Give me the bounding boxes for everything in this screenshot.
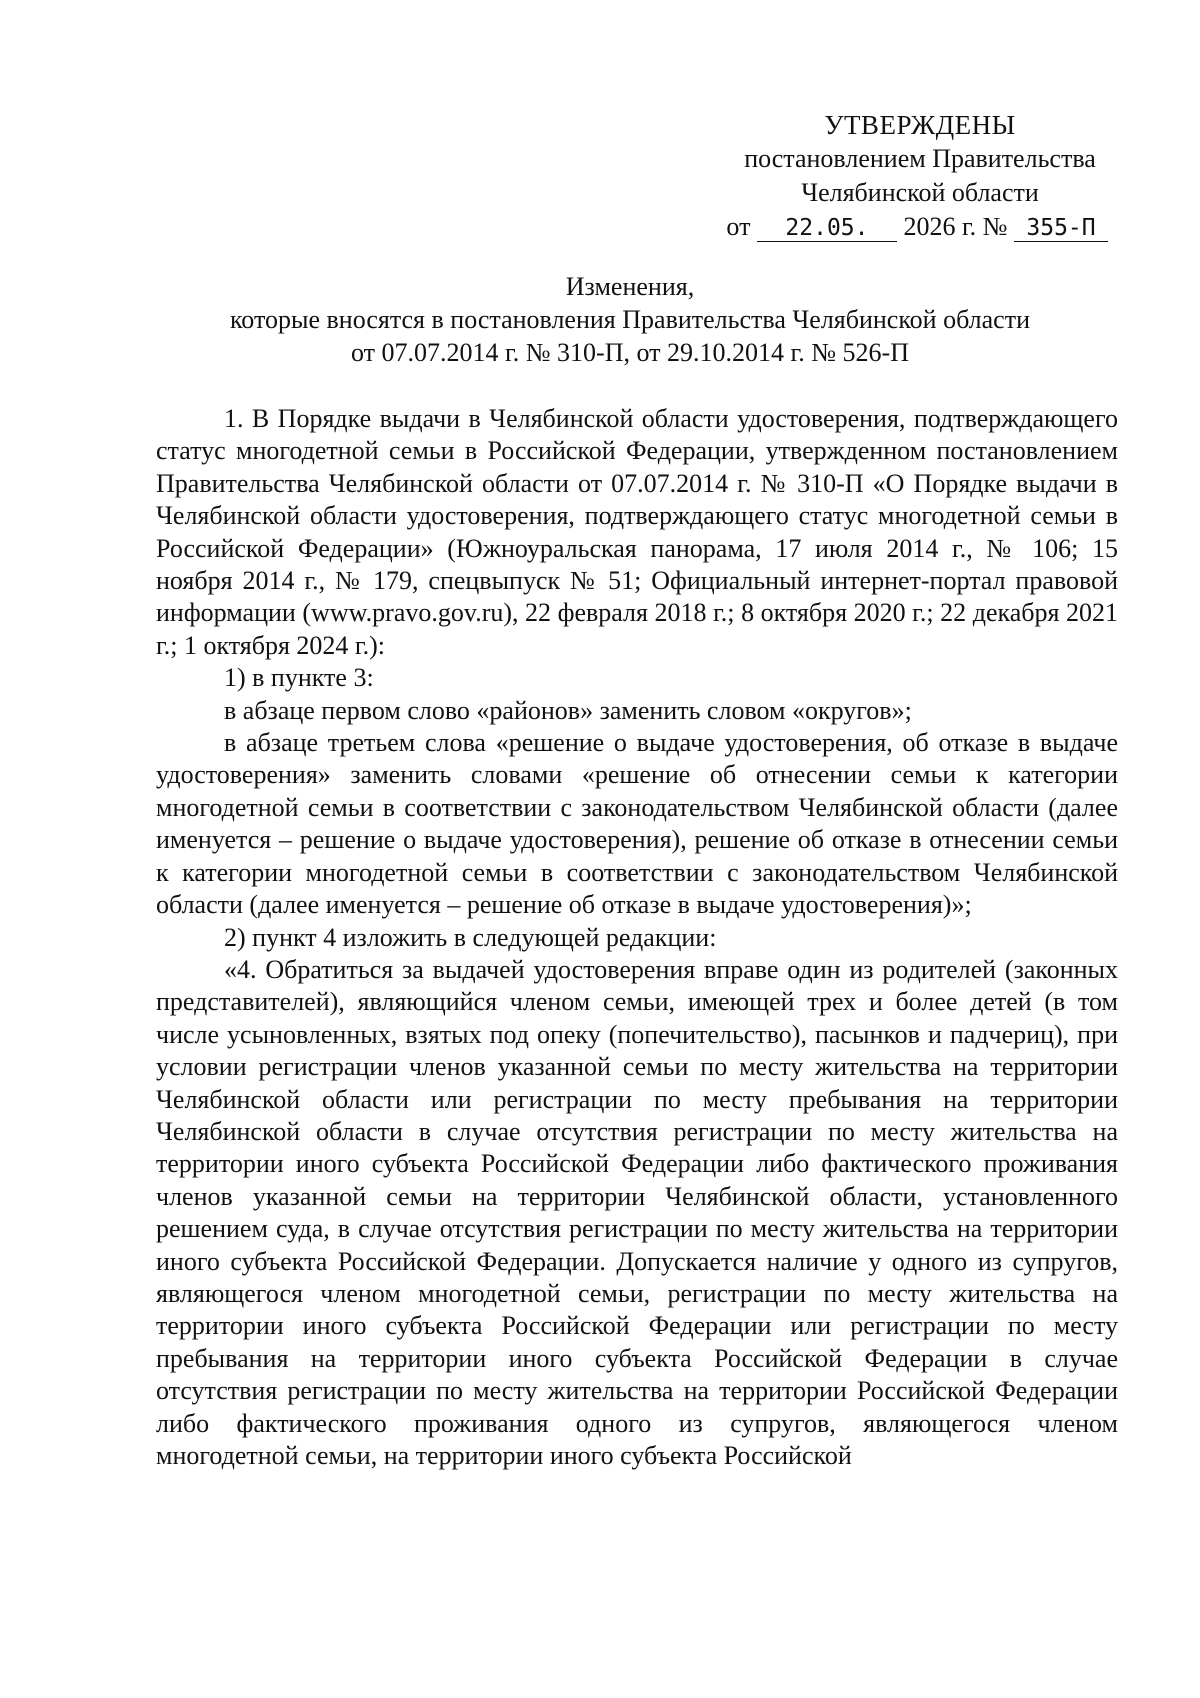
heading-line-2: от 07.07.2014 г. № 310-П, от 29.10.2014 г. № 526-П (351, 338, 909, 367)
paragraph: 2) пункт 4 изложить в следующей редакции: (224, 922, 717, 952)
approval-date-line (720, 210, 1120, 244)
document-heading (150, 270, 1110, 369)
approval-block (720, 108, 1120, 244)
paragraph: в абзаце первом слово «районов» заменить словом «округов»; (224, 695, 912, 725)
paragraph: «4. Обратиться за выдачей удостоверения вправе один из родителей (законных представителей), являющийся членом семьи, имеющей трех и более детей (в том числе усыновленных, взятых под опеку (попечительство), пасынков и падчериц), при условии регистрации членов указанной семьи по месту жительства на территории Челябинской области или регистрации по месту пребывания на территории Челябинской области в случае отсутствия регистрации по месту жительства на территории иного субъекта Российской Федерации либо фактического проживания членов указанной семьи на территории Челябинской области, установленного решением суда, в случае отсутствия регистрации по месту жительства на территории иного субъекта Российской Федерации. Допускается наличие у одного из супругов, являющегося членом многодетной семьи, регистрации по месту жительства на территории иного субъекта Российской Федерации или регистрации по месту пребывания на территории иного субъекта Российской Федерации в случае отсутствия регистрации по месту жительства на территории Российской Федерации либо фактического проживания одного из супругов, являющегося членом многодетной семьи, на территории иного субъекта Российской (156, 954, 1118, 1470)
paragraph: 1) в пункте 3: (224, 663, 374, 693)
paragraph: в абзаце третьем слова «решение о выдаче удостоверения, об отказе в выдаче удостоверения» заменить словами «решение об отнесении семьи к категории многодетной семьи в соответствии с законодательством Челябинской области (далее именуется – решение о выдаче удостоверения), решение об отказе в отнесении семьи к категории многодетной семьи в соответствии с законодательством Челябинской области (далее именуется – решение об отказе в выдаче удостоверения)»; (156, 728, 1118, 920)
document-body (156, 403, 1118, 1472)
approval-date: 22.05. (757, 215, 897, 242)
paragraph: 1. В Порядке выдачи в Челябинской области удостоверения, подтверждающего статус многодетной семьи в Российской Федерации, утвержденном постановлением Правительства Челябинской области от 07.07.2014 г. № 310-П «О Порядке выдачи в Челябинской области удостоверения, подтверждающего статус многодетной семьи в Российской Федерации» (Южноуральская панорама, 17 июля 2014 г., № 106; 15 ноября 2014 г., № 179, спецвыпуск № 51; Официальный интернет-портал правовой информации (www.pravo.gov.ru), 22 февраля 2018 г.; 8 октября 2020 г.; 22 декабря 2021 г.; 1 октября 2024 г.): (156, 404, 1118, 660)
approval-number: 355-П (1014, 215, 1108, 242)
heading-title: Изменения, (565, 272, 695, 301)
approval-year: 2026 г. № (903, 212, 1008, 241)
heading-line-1: которые вносятся в постановления Правительства Челябинской области (230, 305, 1030, 334)
approval-line-1: постановлением Правительства (744, 144, 1096, 173)
approval-line-2: Челябинской области (801, 178, 1039, 207)
approval-prefix: от (726, 212, 751, 241)
approval-title: УТВЕРЖДЕНЫ (824, 110, 1016, 140)
